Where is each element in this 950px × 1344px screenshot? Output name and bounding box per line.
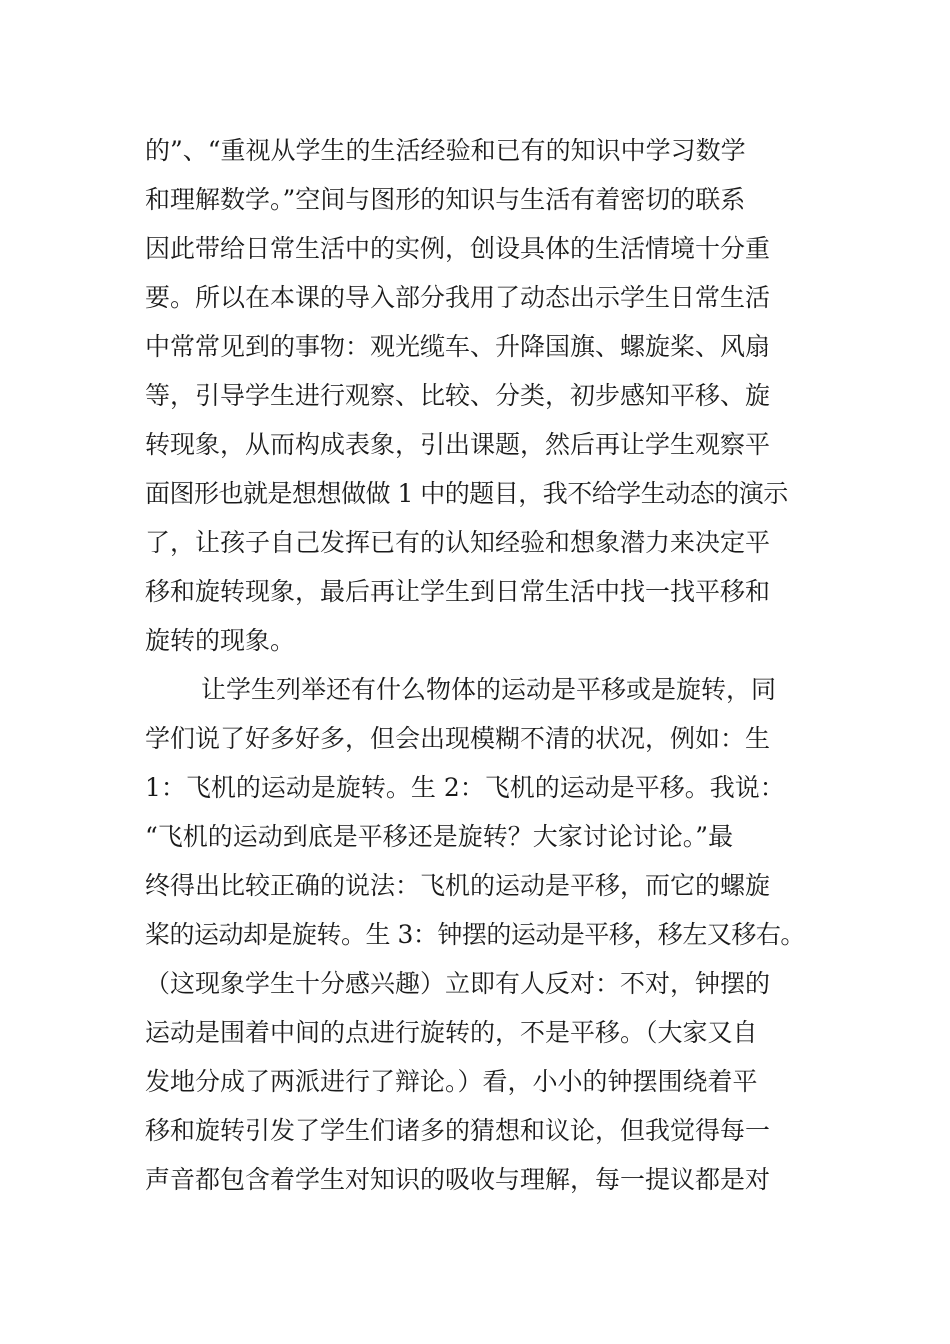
text-line-3: 因此带给日常生活中的实例，创设具体的生活情境十分重 xyxy=(145,234,771,263)
text-line-9: 了，让孩子自己发挥已有的认知经验和想象潜力来决定平 xyxy=(145,528,771,557)
text-line-5: 中常常见到的事物：观光缆车、升降国旗、螺旋桨、风扇 xyxy=(145,332,771,361)
text-line-15: “飞机的运动到底是平移还是旋转？大家讨论讨论。”最 xyxy=(145,822,734,851)
text-line-18: （这现象学生十分感兴趣）立即有人反对：不对，钟摆的 xyxy=(145,969,771,998)
text-line-19: 运动是围着中间的点进行旋转的，不是平移。（大家又自 xyxy=(145,1018,758,1047)
text-line-13: 学们说了好多好多，但会出现模糊不清的状况，例如：生 xyxy=(145,724,771,753)
text-line-20: 发地分成了两派进行了辩论。）看，小小的钟摆围绕着平 xyxy=(145,1067,758,1096)
text-line-1: 的”、“重视从学生的生活经验和已有的知识中学习数学 xyxy=(145,136,746,165)
text-line-14: 1：飞机的运动是旋转。生 2：飞机的运动是平移。我说： xyxy=(145,773,785,802)
text-line-8: 面图形也就是想想做做 1 中的题目，我不给学生动态的演示 xyxy=(145,479,788,508)
text-line-6: 等，引导学生进行观察、比较、分类，初步感知平移、旋 xyxy=(145,381,771,410)
text-line-21: 移和旋转引发了学生们诸多的猜想和议论，但我觉得每一 xyxy=(145,1116,771,1145)
text-line-4: 要。所以在本课的导入部分我用了动态出示学生日常生活 xyxy=(145,283,771,312)
text-line-7: 转现象，从而构成表象，引出课题，然后再让学生观察平 xyxy=(145,430,771,459)
text-line-17: 桨的运动却是旋转。生 3：钟摆的运动是平移，移左又移右。 xyxy=(145,920,805,949)
body-text xyxy=(145,126,825,1204)
text-line-2: 和理解数学。”空间与图形的知识与生活有着密切的联系 xyxy=(145,185,746,214)
text-line-16: 终得出比较正确的说法：飞机的运动是平移，而它的螺旋 xyxy=(145,871,771,900)
text-line-11: 旋转的现象。 xyxy=(145,626,296,655)
text-line-10: 移和旋转现象，最后再让学生到日常生活中找一找平移和 xyxy=(145,577,771,606)
paragraph-start-line: 让学生列举还有什么物体的运动是平移或是旋转，同 xyxy=(201,675,777,704)
text-line-22: 声音都包含着学生对知识的吸收与理解，每一提议都是对 xyxy=(145,1165,771,1194)
